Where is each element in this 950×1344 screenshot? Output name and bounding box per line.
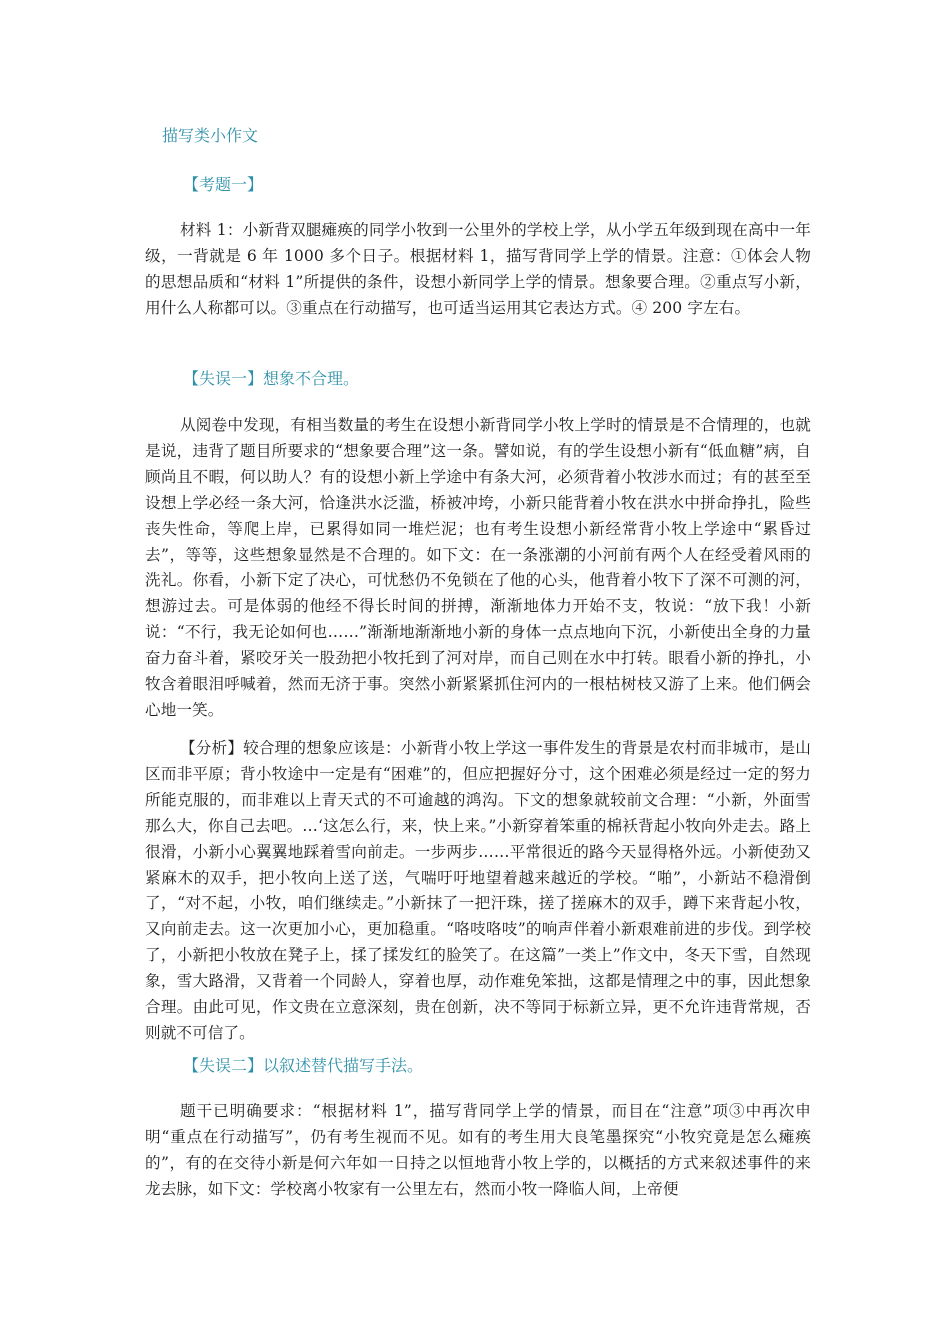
mistake2-paragraph: 题干已明确要求：“根据材料 1”，描写背同学上学的情景，而目在“注意”项③中再次申明“重点在行动描写”，仍有考生视而不见。如有的考生用大良笔墨探究“小牧究竟是怎么瘫痪的”，有的在交待小新是何六年如一日持之以恒地背小牧上学的，以概括的方式来叙述事件的来龙去脉，如下文：学校离小牧家有一公里左右，然而小牧一降临人间，上帝便 bbox=[145, 1102, 811, 1198]
mistake1-heading: 【失误一】想象不合理。 bbox=[183, 369, 360, 388]
analysis-paragraph: 【分析】较合理的想象应该是：小新背小牧上学这一事件发生的背景是农村而非城市，是山区而非平原；背小牧途中一定是有“困难”的，但应把握好分寸，这个困难必须是经过一定的努力所能克服的，而非难以上青天式的不可逾越的鸿沟。下文的想象就较前文合理：“小新，外面雪那么大，你自己去吧。…‘这怎么行，来，快上来。”小新穿着笨重的棉袄背起小牧向外走去。路上很滑，小新小心翼翼地踩着雪向前走。一步两步……平常很近的路今天显得格外远。小新使劲又紧麻木的双手，把小牧向上送了送，气喘吁吁地望着越来越近的学校。“啪”，小新站不稳滑倒了，“对不起，小牧，咱们继续走。”小新抹了一把汗珠，搓了搓麻木的双手，蹲下来背起小牧，又向前走去。这一次更加小心，更加稳重。“咯吱咯吱”的响声伴着小新艰难前进的步伐。到学校了，小新把小牧放在凳子上，揉了揉发红的脸笑了。在这篇”一类上”作文中，冬天下雪，自然现象，雪大路滑，又背着一个同龄人，穿着也厚，动作难免笨拙，这都是情理之中的事，因此想象合理。由此可见，作文贵在立意深刻，贵在创新，决不等同于标新立异，更不允许违背常规，否则就不可信了。 bbox=[145, 739, 811, 1042]
material-paragraph: 材料 1：小新背双腿瘫痪的同学小牧到一公里外的学校上学，从小学五年级到现在高中一年级，一背就是 6 年 1000 多个日子。根据材料 1，描写背同学上学的情景。注意：①体会人物的思想品质和“材料 1”所提供的条件，设想小新同学上学的情景。想象要合理。②重点写小新，用什么人称都可以。③重点在行动描写，也可适当运用其它表达方式。④ 200 字左右。 bbox=[145, 221, 811, 317]
document-title: 描写类小作文 bbox=[162, 126, 259, 145]
mistake2-heading: 【失误二】以叙述替代描写手法。 bbox=[183, 1056, 424, 1075]
mistake1-paragraph: 从阅卷中发现，有相当数量的考生在设想小新背同学小牧上学时的情景是不合情理的，也就是说，违背了题目所要求的“想象要合理”这一条。譬如说，有的学生设想小新有“低血糖”病，自顾尚且不暇，何以助人？有的设想小新上学途中有条大河，必须背着小牧涉水而过；有的甚至至设想上学必经一条大河，恰逢洪水泛滥，桥被冲垮，小新只能背着小牧在洪水中拼命挣扎，险些丧失性命，等爬上岸，已累得如同一堆烂泥；也有考生设想小新经常背小牧上学途中“累昏过去”，等等，这些想象显然是不合理的。如下文：在一条涨潮的小河前有两个人在经受着风雨的洗礼。你看，小新下定了决心，可忧愁仍不免锁在了他的心头，他背着小牧下了深不可测的河，想游过去。可是体弱的他经不得长时间的拼搏，渐渐地体力开始不支，牧说：“放下我！小新说：“不行，我无论如何也……”渐渐地渐渐地小新的身体一点点地向下沉，小新使出全身的力量奋力奋斗着，紧咬牙关一股劲把小牧托到了河对岸，而自己则在水中打转。眼看小新的挣扎，小牧含着眼泪呼喊着，然而无济于事。突然小新紧紧抓住河内的一根枯树枝又游了上来。他们俩会心地一笑。 bbox=[145, 416, 811, 719]
exam-heading: 【考题一】 bbox=[183, 175, 264, 194]
